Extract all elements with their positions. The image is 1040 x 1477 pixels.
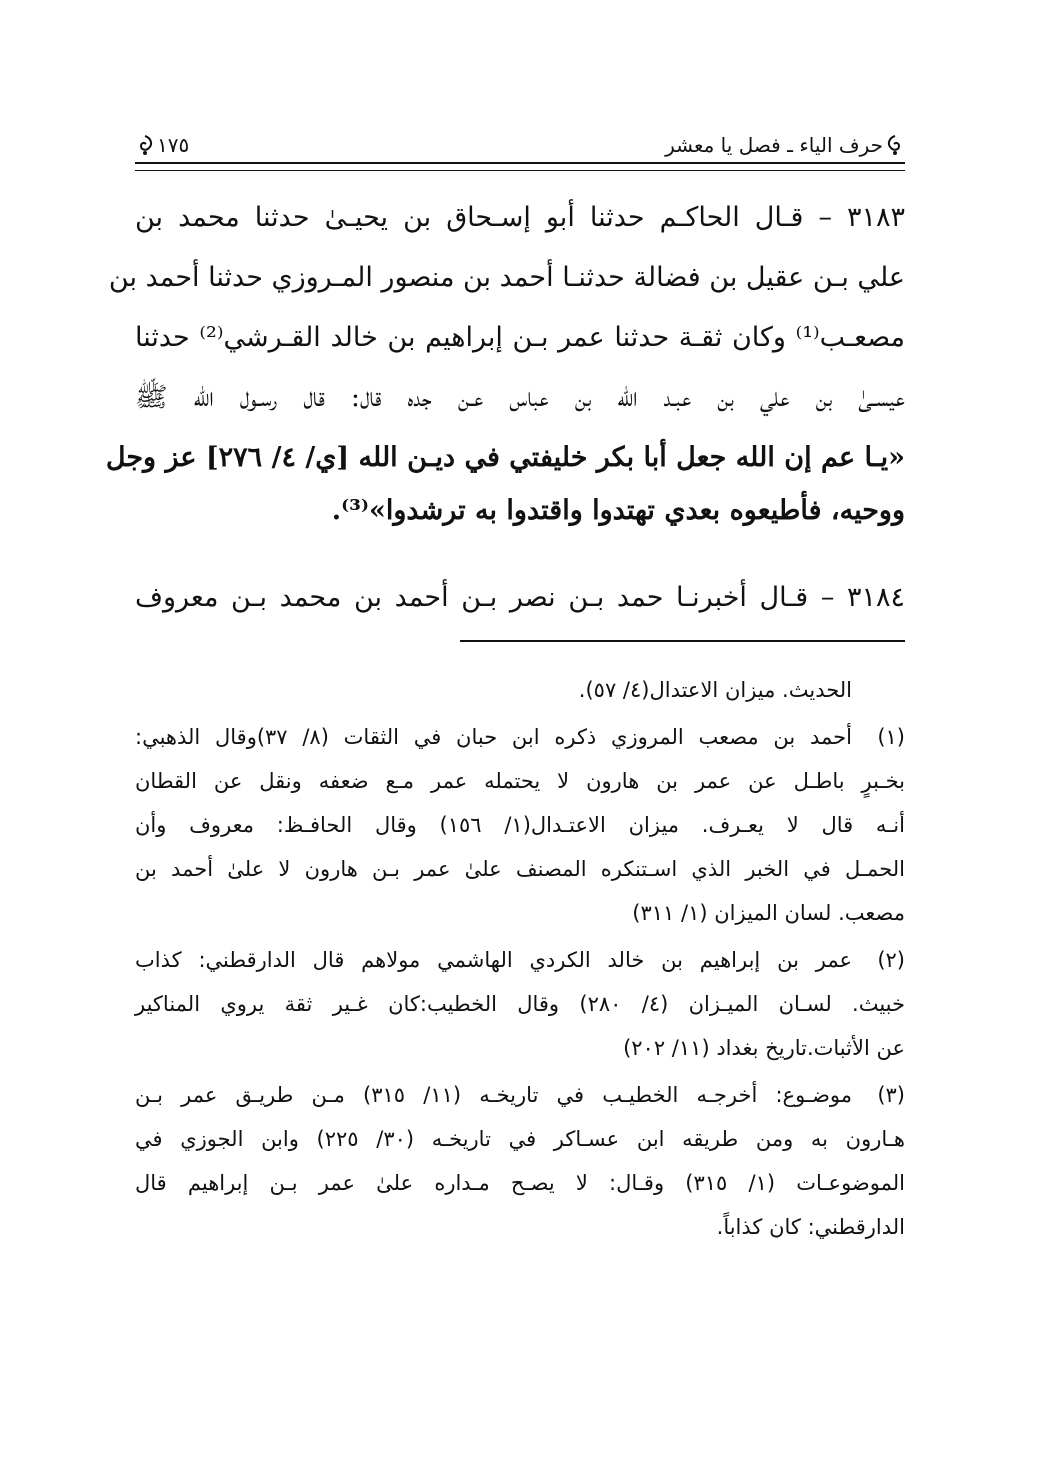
- header-rule: [135, 162, 905, 171]
- ornament-right-icon: [885, 134, 905, 156]
- body-line: ٣١٨٣ – قـال الحاكـم حدثنا أبو إسـحاق بن يحيـىٰ حدثنا محمد بن: [135, 202, 905, 233]
- footnote-separator: [460, 640, 905, 642]
- footnote-line: أحمد بن مصعب المروزي ذكره ابن حبان في الثقات (٨/ ٣٧)وقال الذهبي:: [135, 725, 852, 749]
- footnote-line: مصعب. لسان الميزان (١/ ٣١١): [632, 901, 905, 925]
- body-line: عيسـىٰ بن علي بن عبـد الله بن عباس عـن جده قال: قال رسـول الله ﷺ: [135, 382, 905, 413]
- hadith-text-line: ووحيه، فأطيعوه بعدي تهتدوا واقتدوا به ترشدوا»⁽³⁾.: [331, 495, 905, 526]
- page-number: ١٧٥: [157, 133, 190, 157]
- running-header: [135, 128, 905, 168]
- footnote-line: هـارون به ومن طريقه ابن عسـاكر في تاريخـه (٣٠/ ٢٢٥) وابن الجوزي في: [135, 1127, 905, 1151]
- footnote-line: الحمـل في الخبر الذي اسـتنكره المصنف علىٰ عمر بـن هارون لا علىٰ أحمد بن: [135, 857, 905, 881]
- footnote-number: (٢): [877, 948, 905, 972]
- body-line: علي بـن عقيل بن فضالة حدثنـا أحمد بن منصور المـروزي حدثنا أحمد بن: [108, 262, 905, 293]
- footnote-line: أنـه قال لا يعـرف. ميزان الاعتـدال(١/ ١٥٦) وقال الحافـظ: معروف وأن: [135, 813, 905, 837]
- body-line: مصعـب⁽¹⁾ وكان ثقـة حدثنا عمر بـن إبراهيم بن خالد القـرشي⁽²⁾ حدثنا: [135, 322, 905, 353]
- ornament-left-icon: [135, 134, 155, 156]
- footnote-line: خبيث. لسـان الميـزان (٤/ ٢٨٠) وقال الخطيب:كان غـير ثقة يروي المناكير: [135, 992, 905, 1016]
- footnote-carryover: الحديث. ميزان الاعتدال(٤/ ٥٧).: [578, 678, 852, 702]
- footnote-line: الموضوعـات (١/ ٣١٥) وقـال: لا يصـح مـداره علىٰ عمر بـن إبراهيم قال: [135, 1171, 905, 1195]
- footnote-number: (١): [877, 725, 905, 749]
- footnote-line: عن الأثبات.تاريخ بغداد (١١/ ٢٠٢): [623, 1036, 905, 1060]
- footnote-line: عمر بن إبراهيم بن خالد الكردي الهاشمي مولاهم قال الدارقطني: كذاب: [135, 948, 852, 972]
- body-line: ٣١٨٤ – قـال أخبرنـا حمد بـن نصر بـن أحمد بن محمد بـن معروف: [135, 582, 905, 613]
- footnote-number: (٣): [877, 1083, 905, 1107]
- hadith-text-line: «يـا عم إن الله جعل أبا بكر خليفتي في ديـن الله [ي/ ٤/ ٢٧٦] عز وجل: [105, 442, 905, 473]
- footnote-line: موضـوع: أخرجـه الخطيـب في تاريخـه (١١/ ٣١٥) مـن طريـق عمر بـن: [135, 1083, 852, 1107]
- running-title: حرف الياء ـ فصل يا معشر: [665, 133, 883, 157]
- footnote-line: بخـبرٍ باطـل عن عمر بن هارون لا يحتمله عمر مـع ضعفه ونقل عن القطان: [135, 769, 905, 793]
- footnote-line: الدارقطني: كان كذاباً.: [716, 1215, 905, 1239]
